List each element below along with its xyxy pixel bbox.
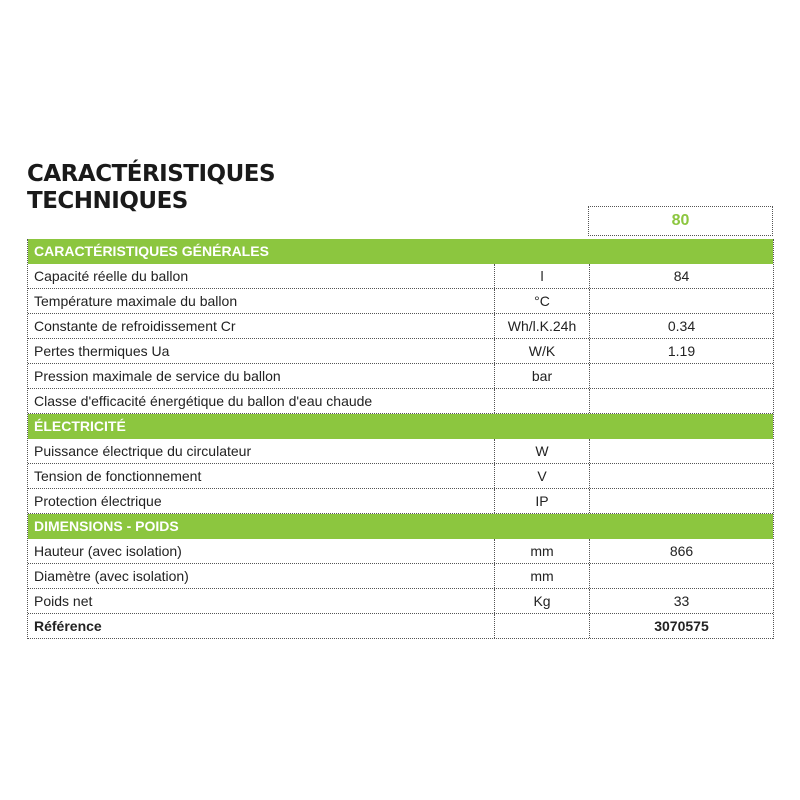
table-row xyxy=(28,589,773,614)
table-row xyxy=(28,564,773,589)
cell-label: Tension de fonctionnement xyxy=(28,464,495,488)
cell-value xyxy=(590,464,773,488)
cell-value: 3070575 xyxy=(654,618,709,634)
cell-label: Diamètre (avec isolation) xyxy=(28,564,495,588)
cell-label: Pertes thermiques Ua xyxy=(28,339,495,363)
cell-unit: mm xyxy=(495,539,590,563)
table-row xyxy=(28,314,773,339)
cell-unit: Kg xyxy=(495,589,590,613)
table-row xyxy=(28,439,773,464)
cell-unit: W xyxy=(495,439,590,463)
cell-value xyxy=(590,389,773,413)
cell-unit: Wh/l.K.24h xyxy=(495,314,590,338)
cell-unit: mm xyxy=(495,564,590,588)
cell-value xyxy=(590,289,773,313)
cell-label: Température maximale du ballon xyxy=(28,289,495,313)
cell-value: 33 xyxy=(673,593,690,609)
cell-unit: W/K xyxy=(495,339,590,363)
page-title xyxy=(27,161,275,215)
cell-unit: l xyxy=(495,264,590,288)
title-line-2: TECHNIQUES xyxy=(27,188,188,214)
cell-label: Puissance électrique du circulateur xyxy=(28,439,495,463)
cell-label: Hauteur (avec isolation) xyxy=(28,539,495,563)
table-row xyxy=(28,339,773,364)
section-header: DIMENSIONS - POIDS xyxy=(28,514,773,539)
title-line-1: CARACTÉRISTIQUES xyxy=(27,161,276,187)
cell-value xyxy=(590,364,773,388)
cell-unit: V xyxy=(495,464,590,488)
table-row xyxy=(28,464,773,489)
model-header: 80 xyxy=(588,206,773,236)
cell-unit: bar xyxy=(495,364,590,388)
cell-value: 84 xyxy=(673,268,690,284)
cell-label: Pression maximale de service du ballon xyxy=(28,364,495,388)
table-row xyxy=(28,264,773,289)
table-row xyxy=(28,389,773,414)
section-header: ÉLECTRICITÉ xyxy=(28,414,773,439)
cell-value: 866 xyxy=(669,543,694,559)
table-row xyxy=(28,489,773,514)
cell-value: 0.34 xyxy=(667,318,696,334)
table-row xyxy=(28,614,773,639)
cell-label: Constante de refroidissement Cr xyxy=(28,314,495,338)
cell-label: Référence xyxy=(28,614,495,638)
cell-value xyxy=(590,564,773,588)
cell-label: Capacité réelle du ballon xyxy=(28,264,495,288)
cell-label: Classe d'efficacité énergétique du ballon d'eau chaude xyxy=(28,389,495,413)
table-row xyxy=(28,539,773,564)
cell-value: 1.19 xyxy=(667,343,696,359)
section-header: CARACTÉRISTIQUES GÉNÉRALES xyxy=(28,239,773,264)
table-row xyxy=(28,289,773,314)
cell-unit xyxy=(495,389,590,413)
cell-unit: °C xyxy=(495,289,590,313)
spec-table xyxy=(27,239,774,639)
cell-value xyxy=(590,439,773,463)
cell-label: Protection électrique xyxy=(28,489,495,513)
cell-value xyxy=(590,489,773,513)
cell-label: Poids net xyxy=(28,589,495,613)
cell-unit: IP xyxy=(495,489,590,513)
cell-unit xyxy=(495,614,590,638)
table-row xyxy=(28,364,773,389)
